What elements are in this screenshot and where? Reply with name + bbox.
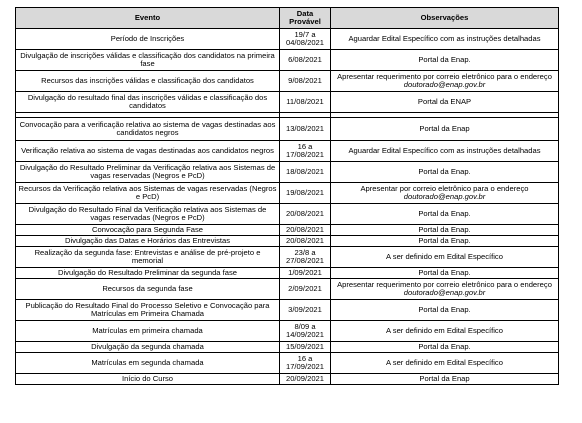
cell-observacoes bbox=[331, 225, 559, 236]
table-row bbox=[16, 118, 559, 141]
table-row bbox=[16, 141, 559, 162]
obs-text: Apresentar requerimento por correio eletrônico para o endereço bbox=[337, 279, 552, 289]
email-address: doutorado@enap.gov.br bbox=[403, 192, 486, 201]
cell-data: 23/8 a 27/08/2021 bbox=[280, 247, 331, 268]
header-observacoes: Observações bbox=[331, 8, 559, 29]
cell-data: 2/09/2021 bbox=[280, 279, 331, 300]
obs-text: A ser definido em Edital Específico bbox=[386, 251, 503, 261]
obs-text: Portal da Enap. bbox=[418, 208, 471, 218]
cell-evento: Recursos da Verificação relativa aos Sistemas de vagas reservadas (Negros e PcD) bbox=[16, 183, 280, 204]
table-row bbox=[16, 162, 559, 183]
cell-evento: Recursos da segunda fase bbox=[16, 279, 280, 300]
cell-observacoes bbox=[331, 353, 559, 374]
cell-observacoes bbox=[331, 50, 559, 71]
cell-evento: Convocação para a verificação relativa ao sistema de vagas destinadas aos candidatos negros bbox=[16, 118, 280, 141]
email-address: doutorado@enap.gov.br bbox=[403, 80, 486, 89]
cell-data: 19/08/2021 bbox=[280, 183, 331, 204]
cell-observacoes bbox=[331, 204, 559, 225]
cell-evento: Divulgação de inscrições válidas e classificação dos candidatos na primeira fase bbox=[16, 50, 280, 71]
table-row bbox=[16, 183, 559, 204]
cell-data: 1/09/2021 bbox=[280, 268, 331, 279]
obs-text: Portal da ENAP bbox=[417, 96, 472, 106]
obs-text: Aguardar Edital Específico com as instruções detalhadas bbox=[348, 33, 541, 43]
cell-data: 18/08/2021 bbox=[280, 162, 331, 183]
cell-data: 9/08/2021 bbox=[280, 71, 331, 92]
cell-data: 8/09 a 14/09/2021 bbox=[280, 321, 331, 342]
obs-text: A ser definido em Edital Específico bbox=[386, 357, 503, 367]
obs-text: Portal da Enap. bbox=[418, 224, 471, 234]
cell-observacoes bbox=[331, 29, 559, 50]
cell-evento: Publicação do Resultado Final do Processo Seletivo e Convocação para Matrículas em Primeira Chamada bbox=[16, 300, 280, 321]
obs-text: Aguardar Edital Específico com as instruções detalhadas bbox=[348, 145, 541, 155]
obs-text: Portal da Enap. bbox=[418, 54, 471, 64]
table-row bbox=[16, 300, 559, 321]
table-body bbox=[16, 29, 559, 385]
schedule-document bbox=[15, 7, 559, 385]
cell-observacoes bbox=[331, 141, 559, 162]
obs-text: Portal da Enap bbox=[419, 123, 470, 133]
table-row bbox=[16, 50, 559, 71]
cell-evento: Verificação relativa ao sistema de vagas destinadas aos candidatos negros bbox=[16, 141, 280, 162]
obs-text: Portal da Enap. bbox=[418, 304, 471, 314]
table-row bbox=[16, 92, 559, 113]
header-evento: Evento bbox=[16, 8, 280, 29]
table-row bbox=[16, 236, 559, 247]
cell-data: 20/08/2021 bbox=[280, 225, 331, 236]
table-row bbox=[16, 374, 559, 385]
cell-data: 15/09/2021 bbox=[280, 342, 331, 353]
cell-observacoes bbox=[331, 162, 559, 183]
email-address: doutorado@enap.gov.br bbox=[403, 288, 486, 297]
table-row bbox=[16, 71, 559, 92]
table-row bbox=[16, 204, 559, 225]
cell-observacoes bbox=[331, 321, 559, 342]
table-row bbox=[16, 279, 559, 300]
cell-observacoes bbox=[331, 279, 559, 300]
cell-observacoes bbox=[331, 236, 559, 247]
obs-text: Apresentar por correio eletrônico para o endereço bbox=[360, 183, 529, 193]
cell-data: 16 a 17/08/2021 bbox=[280, 141, 331, 162]
cell-data: 6/08/2021 bbox=[280, 50, 331, 71]
table-row bbox=[16, 342, 559, 353]
cell-data: 3/09/2021 bbox=[280, 300, 331, 321]
cell-evento: Divulgação do resultado final das inscrições válidas e classificação dos candidatos bbox=[16, 92, 280, 113]
cell-observacoes bbox=[331, 183, 559, 204]
table-row bbox=[16, 321, 559, 342]
obs-text: Apresentar requerimento por correio eletrônico para o endereço bbox=[337, 71, 552, 81]
cell-evento: Divulgação do Resultado Final da Verificação relativa aos Sistemas de vagas reservadas (Negros e PcD) bbox=[16, 204, 280, 225]
cell-evento: Início do Curso bbox=[16, 374, 280, 385]
table-header-row bbox=[16, 8, 559, 29]
cell-data: 20/08/2021 bbox=[280, 236, 331, 247]
cell-evento: Recursos das inscrições válidas e classificação dos candidatos bbox=[16, 71, 280, 92]
obs-text: Portal da Enap. bbox=[418, 166, 471, 176]
cell-observacoes bbox=[331, 300, 559, 321]
cell-observacoes bbox=[331, 92, 559, 113]
cell-data: 16 a 17/09/2021 bbox=[280, 353, 331, 374]
cell-evento: Divulgação do Resultado Preliminar da Verificação relativa aos Sistemas de vagas reservadas (Negros e PcD) bbox=[16, 162, 280, 183]
cell-data: 13/08/2021 bbox=[280, 118, 331, 141]
cell-evento: Divulgação do Resultado Preliminar da segunda fase bbox=[16, 268, 280, 279]
cell-evento: Realização da segunda fase: Entrevistas e análise de pré-projeto e memorial bbox=[16, 247, 280, 268]
cell-evento: Matrículas em segunda chamada bbox=[16, 353, 280, 374]
obs-text: A ser definido em Edital Específico bbox=[386, 325, 503, 335]
cell-evento: Período de Inscrições bbox=[16, 29, 280, 50]
obs-text: Portal da Enap bbox=[419, 373, 470, 383]
cell-evento: Convocação para Segunda Fase bbox=[16, 225, 280, 236]
cell-evento: Matrículas em primeira chamada bbox=[16, 321, 280, 342]
obs-text: Portal da Enap. bbox=[418, 267, 471, 277]
table-row bbox=[16, 268, 559, 279]
cell-observacoes bbox=[331, 247, 559, 268]
cell-observacoes bbox=[331, 71, 559, 92]
cell-data: 20/08/2021 bbox=[280, 204, 331, 225]
cell-observacoes bbox=[331, 268, 559, 279]
table-row bbox=[16, 247, 559, 268]
header-data: Data Provável bbox=[280, 8, 331, 29]
obs-text: Portal da Enap. bbox=[418, 235, 471, 245]
table-row bbox=[16, 353, 559, 374]
cell-data: 20/09/2021 bbox=[280, 374, 331, 385]
cell-observacoes bbox=[331, 342, 559, 353]
cell-data: 19/7 a 04/08/2021 bbox=[280, 29, 331, 50]
cell-observacoes bbox=[331, 374, 559, 385]
cell-evento: Divulgação da segunda chamada bbox=[16, 342, 280, 353]
table-row bbox=[16, 29, 559, 50]
obs-text: Portal da Enap. bbox=[418, 341, 471, 351]
cell-data: 11/08/2021 bbox=[280, 92, 331, 113]
schedule-table bbox=[15, 7, 559, 385]
cell-observacoes bbox=[331, 118, 559, 141]
table-row bbox=[16, 225, 559, 236]
cell-evento: Divulgação das Datas e Horários das Entrevistas bbox=[16, 236, 280, 247]
